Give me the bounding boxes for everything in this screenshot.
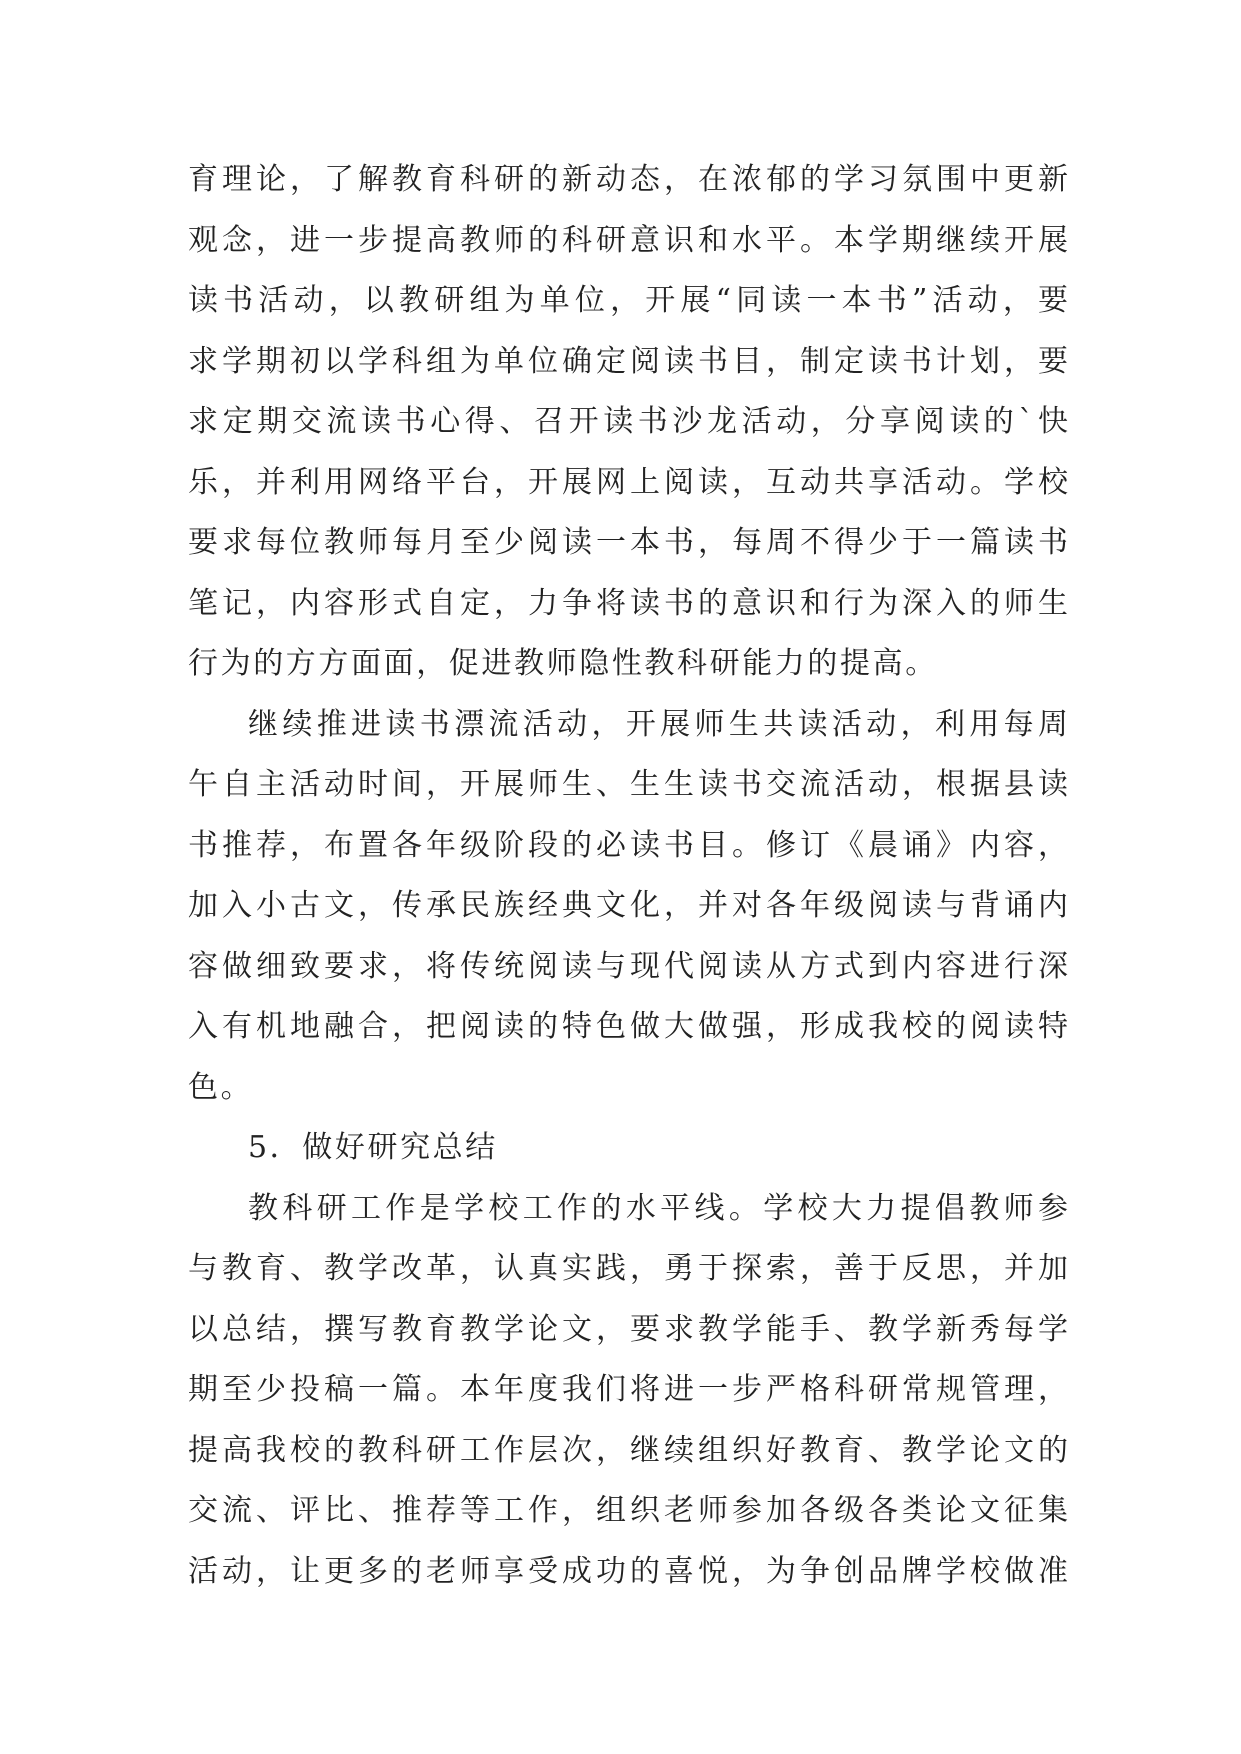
text-line: 以总结，撰写教育教学论文，要求教学能手、教学新秀每学 bbox=[188, 1311, 1068, 1347]
text-line: 提高我校的教科研工作层次，继续组织好教育、教学论文的 bbox=[188, 1432, 1068, 1468]
text-line: 读书活动，以教研组为单位，开展“同读一本书”活动，要 bbox=[188, 283, 1068, 318]
text-line: 容做细致要求，将传统阅读与现代阅读从方式到内容进行深 bbox=[188, 948, 1068, 984]
text-line: 书推荐，布置各年级阶段的必读书目。修订《晨诵》内容， bbox=[188, 827, 1068, 863]
text-line: 乐，并利用网络平台，开展网上阅读，互动共享活动。学校 bbox=[188, 464, 1068, 500]
text-line: 观念，进一步提高教师的科研意识和水平。本学期继续开展 bbox=[188, 222, 1068, 258]
text-line: 色。 bbox=[188, 1069, 254, 1105]
text-line: 与教育、教学改革，认真实践，勇于探索，善于反思，并加 bbox=[188, 1251, 1068, 1286]
section-heading: 5．做好研究总结 bbox=[248, 1130, 498, 1165]
text-line: 入有机地融合，把阅读的特色做大做强，形成我校的阅读特 bbox=[188, 1009, 1068, 1044]
text-line: 行为的方方面面，促进教师隐性教科研能力的提高。 bbox=[188, 646, 938, 681]
text-line: 午自主活动时间，开展师生、生生读书交流活动，根据县读 bbox=[188, 767, 1068, 802]
text-line: 求学期初以学科组为单位确定阅读书目，制定读书计划，要 bbox=[188, 343, 1068, 379]
text-line: 要求每位教师每月至少阅读一本书，每周不得少于一篇读书 bbox=[188, 525, 1068, 560]
text-line: 加入小古文，传承民族经典文化，并对各年级阅读与背诵内 bbox=[188, 888, 1068, 923]
body-text bbox=[188, 150, 1068, 1602]
text-line: 活动，让更多的老师享受成功的喜悦，为争创品牌学校做准 bbox=[188, 1553, 1068, 1589]
paragraph-start-line: 继续推进读书漂流活动，开展师生共读活动，利用每周 bbox=[248, 706, 1068, 742]
paragraph-start-line: 教科研工作是学校工作的水平线。学校大力提倡教师参 bbox=[248, 1190, 1068, 1226]
text-line: 笔记，内容形式自定，力争将读书的意识和行为深入的师生 bbox=[188, 585, 1068, 621]
text-line: 求定期交流读书心得、召开读书沙龙活动，分享阅读的`快 bbox=[188, 404, 1068, 439]
text-line: 交流、评比、推荐等工作，组织老师参加各级各类论文征集 bbox=[188, 1493, 1068, 1528]
text-line: 育理论，了解教育科研的新动态，在浓郁的学习氛围中更新 bbox=[188, 162, 1068, 197]
text-line: 期至少投稿一篇。本年度我们将进一步严格科研常规管理， bbox=[188, 1372, 1068, 1407]
